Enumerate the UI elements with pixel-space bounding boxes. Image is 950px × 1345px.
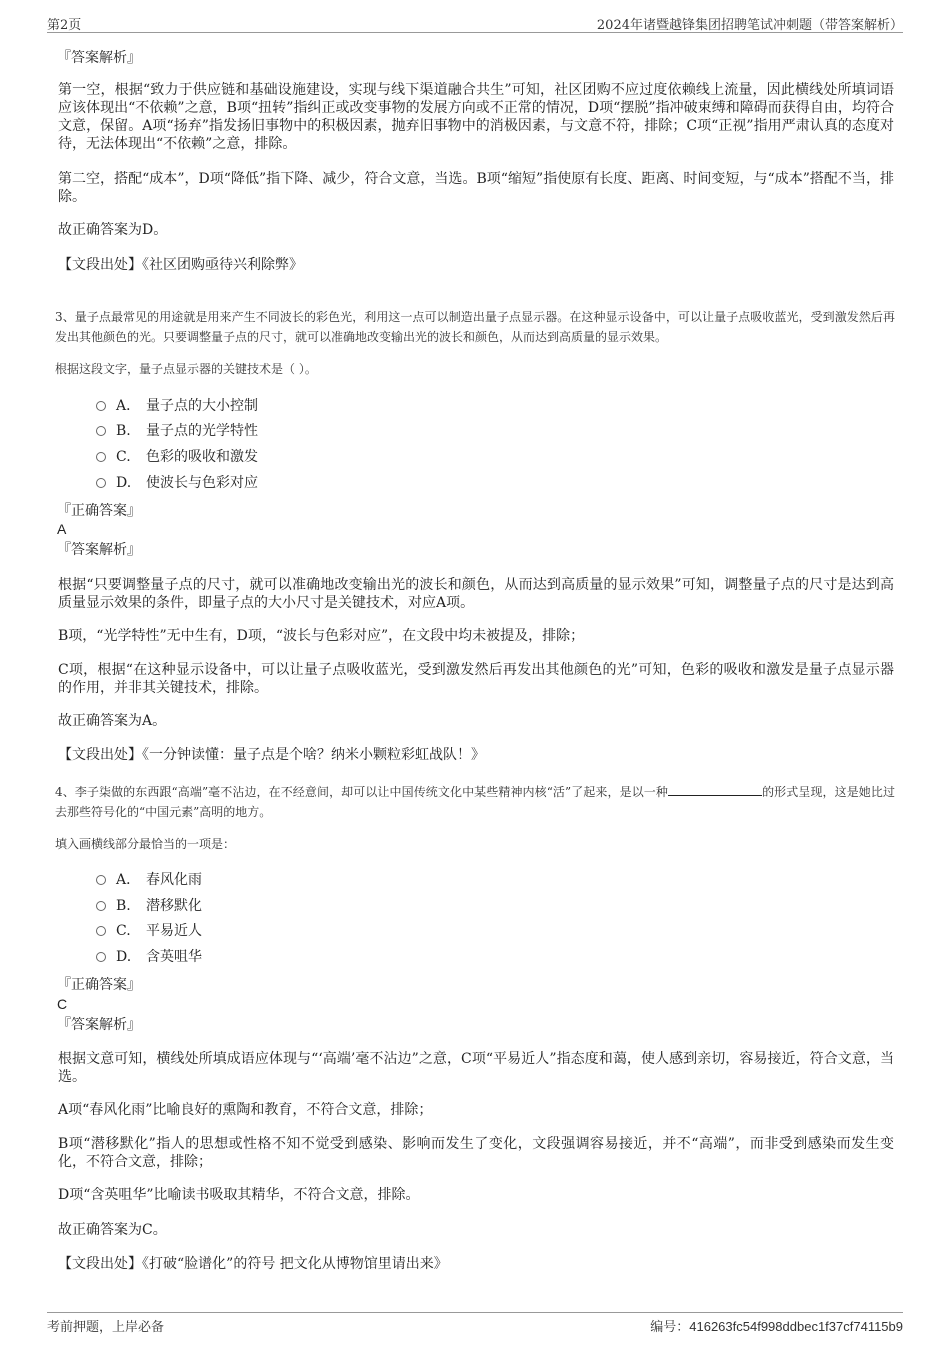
q3-analysis-p1: 根据“只要调整量子点的尺寸，就可以准确地改变输出光的波长和颜色，从而达到高质量的显示效果”可知，调整量子点的尺寸是达到高质量显示效果的条件，即量子点的大小尺寸是关键技术，对应A项。: [58, 577, 894, 611]
q3-answer: A: [57, 521, 67, 537]
q4-option-a[interactable]: A． 春风化雨: [96, 871, 202, 891]
q4-analysis-p1: 根据文意可知，横线处所填成语应体现与“‘高端’毫不沾边”之意，C项“平易近人”指态度和蔼，使人感到亲切，容易接近，符合文意，当选。: [58, 1051, 894, 1085]
radio-icon[interactable]: [96, 401, 106, 411]
q4-analysis-p2: A项“春风化雨”比喻良好的熏陶和教育，不符合文意，排除；: [58, 1102, 433, 1118]
document-title: 2024年诸暨越锋集团招聘笔试冲刺题（带答案解析）: [596, 18, 903, 33]
q3-option-b[interactable]: B. 量子点的光学特性: [96, 422, 258, 442]
page-footer: [47, 1312, 903, 1335]
q3-analysis-p2: B项，“光学特性”无中生有，D项，“波长与色彩对应”，在文段中均未被提及，排除；: [58, 628, 585, 644]
fill-blank: [668, 783, 762, 796]
q4-option-b[interactable]: B. 潜移默化: [96, 897, 202, 917]
page-number: 第2页: [47, 18, 82, 33]
radio-icon[interactable]: [96, 901, 106, 911]
q4-stem: 4、李子柒做的东西跟“高端”毫不沾边，在不经意间，却可以让中国传统文化中某些精神内核“活”了起来，是以一种 的形式呈现，这是她比过去那些符号化的“中国元素”高明的地方。: [55, 785, 895, 819]
q4-answer-label: 『正确答案』: [57, 977, 141, 993]
q4-analysis-label: 『答案解析』: [57, 1017, 141, 1033]
q2-analysis-label: 『答案解析』: [57, 50, 141, 66]
radio-icon[interactable]: [96, 478, 106, 488]
document-code: 编号：416263fc54f998ddbec1f37cf74115b9: [650, 1319, 903, 1335]
q4-analysis-p4: D项“含英咀华”比喻读书吸取其精华，不符合文意，排除。: [58, 1187, 420, 1203]
q3-source: 【文段出处】《一分钟读懂：量子点是个啥？纳米小颗粒彩虹战队！》: [58, 747, 485, 763]
q4-answer: C: [57, 996, 68, 1012]
q2-analysis-conclusion: 故正确答案为D。: [58, 222, 168, 238]
q3-answer-label: 『正确答案』: [57, 503, 141, 519]
q4-analysis-p3: B项“潜移默化”指人的思想或性格不知不觉受到感染、影响而发生了变化，文段强调容易接近，并不“高端”，而非受到感染而发生变化，不符合文意，排除；: [58, 1136, 894, 1170]
q3-analysis-label: 『答案解析』: [57, 542, 141, 558]
q2-analysis-p2: 第二空，搭配“成本”，D项“降低”指下降、减少，符合文意，当选。B项“缩短”指使原有长度、距离、时间变短，与“成本”搭配不当，排除。: [58, 171, 894, 205]
q4-prompt: 填入画横线部分最恰当的一项是：: [55, 837, 236, 851]
radio-icon[interactable]: [96, 452, 106, 462]
q4-analysis-conclusion: 故正确答案为C。: [58, 1222, 167, 1238]
radio-icon[interactable]: [96, 926, 106, 936]
q2-analysis-p1: 第一空，根据“致力于供应链和基础设施建设，实现与线下渠道融合共生”可知，社区团购不应过度依赖线上流量，因此横线处所填词语应该体现出“不依赖”之意，B项“扭转”指纠正或改变事物的发展方向或不正常的情况，D项“摆脱”指冲破束缚和障碍而获得自由，均符合文意，保留。A项“扬弃”指发扬旧事物中的积极因素，抛弃旧事物中的消极因素，与文意不符，排除；C项“正视”指用严肃认真的态度对待，无法体现出“不依赖”之意，排除。: [58, 82, 894, 152]
q4-option-d[interactable]: D. 含英咀华: [96, 948, 202, 968]
q3-analysis-p3: C项，根据“在这种显示设备中，可以让量子点吸收蓝光，受到激发然后再发出其他颜色的光”可知，色彩的吸收和激发是量子点显示器的作用，并非其关键技术，排除。: [58, 662, 894, 696]
q2-source: 【文段出处】《社区团购亟待兴利除弊》: [58, 257, 303, 273]
q3-analysis-conclusion: 故正确答案为A。: [58, 713, 167, 729]
radio-icon[interactable]: [96, 875, 106, 885]
footer-slogan: 考前押题，上岸必备: [47, 1320, 165, 1335]
radio-icon[interactable]: [96, 426, 106, 436]
q3-option-d[interactable]: D. 使波长与色彩对应: [96, 474, 258, 494]
q4-option-c[interactable]: C. 平易近人: [96, 922, 202, 942]
q3-prompt: 根据这段文字，量子点显示器的关键技术是（ ）。: [55, 362, 317, 376]
radio-icon[interactable]: [96, 952, 106, 962]
q4-source: 【文段出处】《打破“脸谱化”的符号 把文化从博物馆里请出来》: [58, 1256, 448, 1272]
q3-option-a[interactable]: A． 量子点的大小控制: [96, 397, 258, 417]
q3-stem: 3、量子点最常见的用途就是用来产生不同波长的彩色光，利用这一点可以制造出量子点显示器。在这种显示设备中，可以让量子点吸收蓝光，受到激发然后再发出其他颜色的光。只要调整量子点的尺寸，就可以准确地改变输出光的波长和颜色，从而达到高质量的显示效果。: [55, 310, 895, 344]
q3-option-c[interactable]: C. 色彩的吸收和激发: [96, 448, 258, 468]
page-header: [47, 14, 903, 33]
